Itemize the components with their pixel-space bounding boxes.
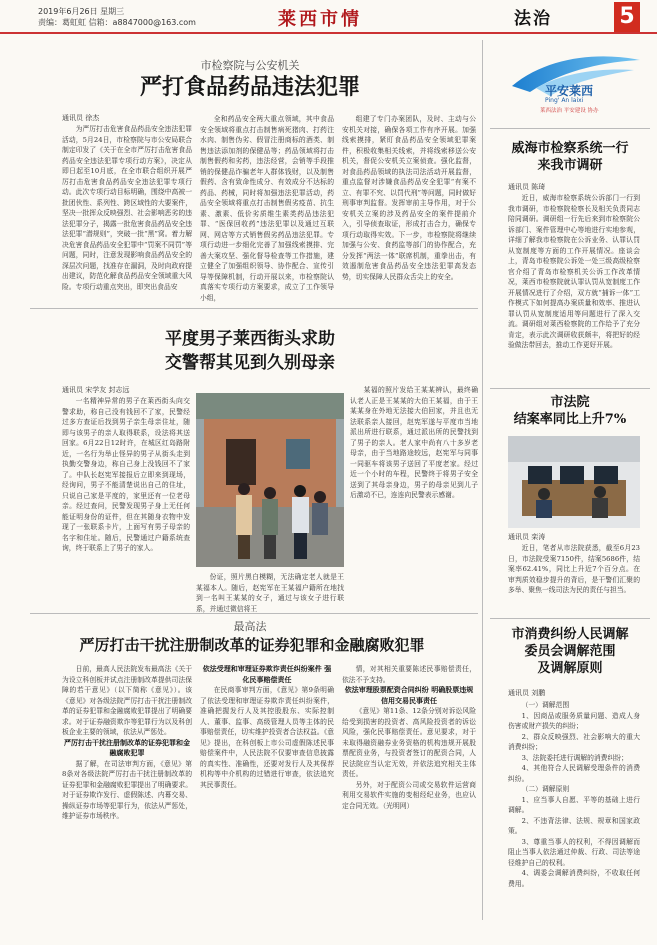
article2-col1b: 份证，照片黑白模糊，无法确定老人就是王某福本人。随后，赵宪军在王某福户籍所在地找到一名叫王某某的女子，通过与该女子进行联系，并通过微信将王 xyxy=(196,573,344,613)
court-photo xyxy=(508,436,640,528)
sidebar3-body xyxy=(508,700,640,935)
column-divider xyxy=(482,40,483,920)
sidebar1-body: 近日，威海市检察系统公诉部门一行到我市调研，市检察院检察长及相关负责同志陪同调研。调研组一行先后来到市检察院公诉部门、案件管理中心等地进行实地参观，详细了解我市检察院在公诉业务、认罪认罚从宽制度等方面的工作开展情况。座谈会上，青岛市检察院公诉处一处三级高级检察官介绍了青岛市检察机关公诉工作改革情况，莱西市检察院就认罪认罚从宽制度工作开展情况进行了介绍，双方就“捕诉一体”工作模式下如何提高办案质量和效率、推进认罪认罚从宽制度适用等问题进行了深入交流。调研组对莱西检察院的工作给予了充分肯定，表示此次调研收获颇丰，将把好的经验做法带回去，推动工作更好开展。 xyxy=(508,194,640,349)
brand-pinyin: Ping' An laixi xyxy=(545,97,584,104)
sidebar2-byline: 通讯员 栾涛 xyxy=(508,533,546,541)
section-divider-2 xyxy=(30,613,478,614)
list-item: 2、不违背法律、法规、规章和国家政策。 xyxy=(508,816,640,835)
article2-title: 平度男子莱西街头求助 交警帮其见到久别母亲 xyxy=(165,329,335,373)
page-number: 5 xyxy=(614,2,640,32)
sidebar-divider-2 xyxy=(490,618,650,619)
brand-panel xyxy=(490,42,650,124)
sidebar3-title: 市消费纠纷人民调解 委员会调解范围 及调解原则 xyxy=(511,627,629,676)
sidebar-divider-1 xyxy=(490,388,650,389)
list-item: 3、法院委托进行调解的消费纠纷； xyxy=(521,753,628,762)
article2-col1: 一名精神异常的男子在莱西街头向交警求助，称自己没有钱回不了家，民警经过多方查证后找到男子亲生母亲住址，随即与该男子的亲人取得联系，设法将其送回家。6月22日12时许，在城区红岛路附近，一名行为举止怪异的男子从街头走到执勤交警身边，称自己身上没钱回不了家了。中队长赵宪军接报后立即来到现场，经询问，男子不能清楚说出自己的住址，只说自己家是平度的，家里还有一位老母亲。经过查问，民警发现男子身上无任何能证明身份的证件，但在其随身衣物中发现了一张联系卡片，上面写有男子母亲的名字和住址。随后，民警通过户籍系统查询，终于联系上了男子的家人。 xyxy=(62,397,190,552)
article3-subhead-1: 严厉打击干扰注册制改革的证券犯罪和金融腐败犯罪 xyxy=(64,737,190,757)
article3-title: 严厉打击干扰注册制改革的证券犯罪和金融腐败犯罪 xyxy=(79,636,425,654)
sidebar1-title: 威海市检察系统一行 来我市调研 xyxy=(511,141,629,173)
sidebar-divider-0 xyxy=(490,128,650,129)
brand-slogan: 莱西法治 平安建设 协办 xyxy=(540,108,599,114)
masthead-rule xyxy=(0,32,657,34)
article3-subhead-2: 依法受理和审理证券欺诈责任纠纷案件 强化民事赔偿责任 xyxy=(202,664,332,684)
article3-col3: 情，对其相关重要陈述民事赔偿责任，依法不予支持。 依法审理股票配资合同纠纷 明确股票违规信用交易民事责任 《意见》第11条、12条分别对诉讼风险给受到损害的投资者、高风险投资者的诉讼风险，强化民事赔偿责任。意见要求，对于未取得融资融券业务资格的机构违规开展股票配资业务，与投资者签订的配资合同，人民法院应当认定无效，并依法追究相关主体责任。 另外，对于配资公司或交易软件运营商利用交易软件实施的变相经纪业务，也应认定合同无效。（光明网） xyxy=(342,665,476,810)
list-item: 4、其他符合人民调解受理条件的消费纠纷。 xyxy=(508,764,640,783)
police-helping-man-image xyxy=(196,393,344,567)
court-office-image xyxy=(508,436,640,528)
article1-col1: 为严厉打击危害食品药品安全违法犯罪活动，5月24日，市检察院与市公安局联合制定印发了《关于在全市严厉打击危害食品药品安全违法犯罪专项行动方案》，决定从即日起至10月底，在全市联合组织开展严厉打击危害食品药品安全违法犯罪专项行动。此次专项行动目标明确，围绕中高被一批团伙性、系列性、跨区域性的大要案件，坚决一批挥众反映强烈、社会影响恶劣的违法犯罪分子，揭露一批危害食品药品安全违法犯罪“潜规则”，突破一批“黑”窝。着力解决危害食品药品安全犯罪中“罚案不同罚”等问题，同时，注意发现影响食品药品安全的深层次问题，找准存在漏洞，及时向政府提出建议，防范化解食品药品安全领域重大风险。专项行动重点突出，即突出食品安 xyxy=(62,125,192,291)
article3-subhead-3: 依法审理股票配资合同纠纷 明确股票违规信用交易民事责任 xyxy=(344,685,474,705)
article1-col3: 组建了专门办案团队，及时、主动与公安机关对接，确保各项工作有序开展。加强线索摸排，紧盯食品药品安全领域犯罪案件，积极收集相关线索，并将线索移送公安机关，督促公安机关立案侦查。强化监督，对食品药品领域的执法司法活动开展监督，重点监督对涉嫌食品药品安全犯罪“有案不立、有罪不究、以罚代刑”等问题，同时做好刑事审判监督。发挥审前主导作用，对于公安机关立案的涉及药品安全的案件提前介入，引导侦查取证，形成打击合力，确保专项行动取得实效。下一步，市检察院将继续加强与公安、食药监等部门的协作配合，充分发挥“两法一体”联席机制，重拳出击，有效遏制危害食品药品安全违法犯罪高发态势，切实保障人民群众舌尖上的安全。 xyxy=(342,115,476,281)
list-item: （二）调解原则 xyxy=(521,785,570,793)
article1-byline: 通讯员 徐杰 xyxy=(62,114,100,122)
section-divider-1 xyxy=(30,308,478,309)
list-item: 1、应当事人自愿、平等的基础上进行调解。 xyxy=(508,795,640,814)
article3-col1: 日前，最高人民法院发布最高法《关于为设立科创板并试点注册制改革提供司法保障的若干意见》（以下简称《意见》）。该《意见》对各级法院严厉打击干扰注册制改革的证券犯罪和金融腐败犯罪提出了明确要求。对于证券融资欺诈等犯罪行为以及科创板企业主要的领域，依法从严惩处。 严厉打击干扰注册制改革的证券犯罪和金融腐败犯罪 据了解，在司法审判方面，《意见》第8条对各级法院严厉打击干扰注册制改革的证券犯罪和金融腐败犯罪提出了明确要求。对于证券欺诈发行、虚假陈述、内幕交易、操纵证券市场等犯罪行为，依法从严惩处，维护证券市场秩序。 xyxy=(62,665,192,820)
article1-col2: 全和药品安全两大重点领域，其中食品安全领域将重点打击制售病死猪肉、打药注水肉、制售伪劣、假冒注册商标的酒类、制售违法添加剂的保健品等；药品领域将打击制售假药和劣药，违法经营，会销等手段推销的保健品诈骗老年人群体钱财，以及制售假药、含有致命性成分、有效成分不达标的药品、药械，同时将加强违法犯罪活动，药品安全领域将重点打击制售假劣疫苗、抗生素、激素、低价劣质维生素类药品违法犯罪、“医保回收药”违法犯罪以及通过互联网、网店等方式销售假劣药品违法犯罪。专项行动进一步细化完善了加强线索摸排、完善大案攻坚、强化督导检查等工作措施，建立健全了加强组织领导、协作配合、宣传引导等保障机制，行动开展以来，市检察院认真落实专项行动方案要求，成立了工作领导小组， xyxy=(200,115,334,302)
list-item: 4、调委会调解消费纠纷，不收取任何费用。 xyxy=(508,869,640,888)
section-title: 法治 xyxy=(514,9,552,29)
article2-col2: 某福的照片发给王某某辨认，最终确认老人正是王某某的大伯王某福，由于王某某身在外地无法接大伯回家，并且也无法联系亲人接回，赵宪军遂与平度市当地派出所进行联系，通过派出所的民警找到了男子的亲人。老人家中尚有八十多岁老母亲，由于当地路途较远，赵宪军与同事一同驱车将该男子送回了平度老家。经过近一个小时的车程，民警终于将男子安全送到了其母亲身边，男子的母亲见到儿子后激动不已，连连向民警表示感谢。 xyxy=(350,386,478,499)
sidebar3-byline: 通讯员 刘鹏 xyxy=(508,689,546,697)
article3-kicker: 最高法 xyxy=(233,620,267,633)
sidebar1-byline: 通讯员 陈琦 xyxy=(508,183,546,191)
article1-title: 严打食品药品违法犯罪 xyxy=(139,74,360,100)
article1-kicker: 市检察院与公安机关 xyxy=(200,59,300,72)
list-item: 3、尊重当事人的权利，不得因调解而阻止当事人依法通过仲裁、行政、司法等途径维护自己的权利。 xyxy=(508,837,640,867)
masthead-logo: 莱西市情 xyxy=(278,9,362,30)
sidebar2-title: 市法院 结案率同比上升7% xyxy=(513,395,627,427)
sidebar2-body: 近日，笔者从市法院获悉，截至6月23日，市法院受案7150件，结案5686件，结案率62.41%，同比上升近7个百分点。在审判质效稳步提升的背后，是干警们汇聚的多举、聚焦一线司法为民的责任与担当。 xyxy=(508,544,640,594)
list-item: （一）调解范围 xyxy=(521,701,570,709)
brand-name: 平安莱西 xyxy=(545,84,594,98)
list-item: 1、因商品或服务质量问题、造成人身伤害或财产损失的纠纷； xyxy=(508,711,640,730)
article2-photo xyxy=(196,393,344,567)
list-item: 2、群众反映强烈、社会影响大的重大消费纠纷； xyxy=(508,732,640,751)
masthead-date: 2019年6月26日 星期三 责编：葛虹虹 信箱：a8847000@163.com xyxy=(38,7,196,27)
article2-byline: 通讯员 宋学友 封志远 xyxy=(62,386,130,394)
article3-col2: 依法受理和审理证券欺诈责任纠纷案件 强化民事赔偿责任 在民商事审判方面，《意见》第9条明确了依法受理和审理证券欺诈责任纠纷案件，准确把握发行人及其控股股东、实际控制人、董事、监事、高级管理人员等主体的民事赔偿责任，切实维护投资者合法权益。《意见》提出，在科创板上市公司虚假陈述民事赔偿案件中，人民法院不仅要审查信息披露的真实性、准确性，还要对发行人及其保荐机构等中介机构的过错进行审查，依法追究其民事责任。 xyxy=(200,664,334,789)
